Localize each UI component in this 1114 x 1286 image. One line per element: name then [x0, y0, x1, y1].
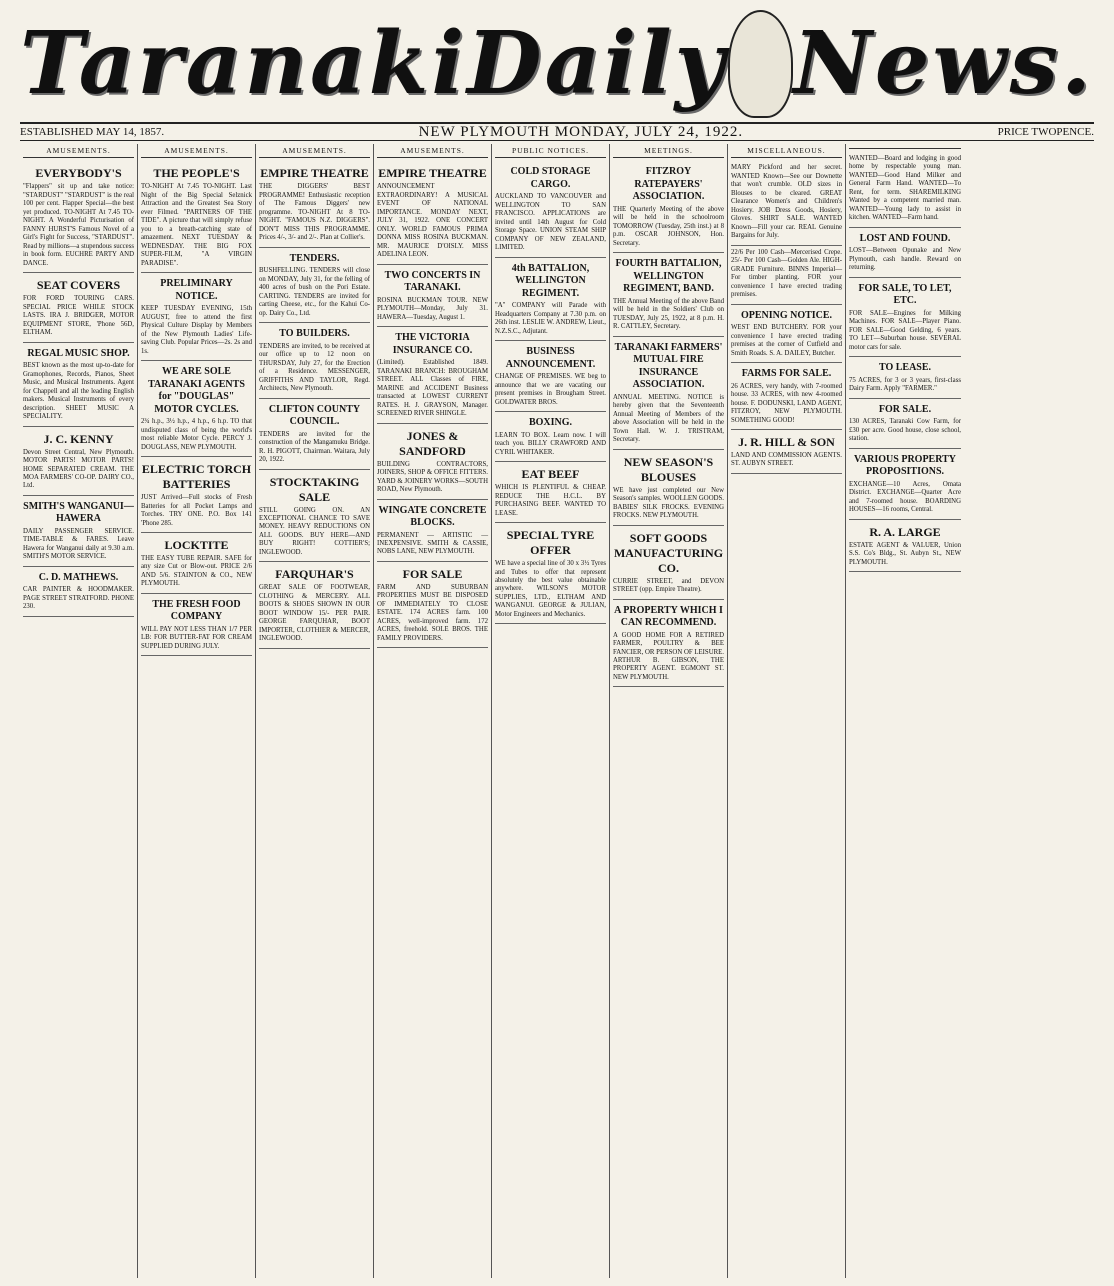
ad-headline: EMPIRE THEATRE — [260, 166, 369, 181]
ad-body-text: CURRIE STREET, and DEVON STREET (opp. Empire Theatre). — [613, 577, 724, 594]
ad-heading: A PROPERTY WHICH I CAN RECOMMEND. — [614, 604, 723, 629]
ad-headline: NEW SEASON'S BLOUSES — [623, 454, 714, 484]
advertisement — [495, 412, 606, 462]
column-header: AMUSEMENTS. — [259, 144, 370, 158]
advertisement — [495, 161, 606, 257]
advertisement — [849, 520, 961, 572]
advertisement — [259, 323, 370, 398]
ad-body-text: ANNOUNCEMENT EXTRAORDINARY! A MUSICAL EVENT OF NATIONAL IMPORTANCE. MONDAY NEXT, JULY 31, 1922. ONE CONCERT ONLY. WORLD FAMOUS PRIMA DONNA MISS ROSINA BUCKMAN. MR. MAURICE D'OISLY. MISS ADELINA LEON. — [377, 183, 488, 259]
column-header: AMUSEMENTS. — [377, 144, 488, 158]
ad-body-text: ESTATE AGENT & VALUER, Union S.S. Co's Bldg., St. Aubyn St., NEW PLYMOUTH. — [849, 541, 961, 566]
column-6 — [610, 144, 728, 1278]
advertisement — [23, 496, 134, 567]
advertisement — [23, 161, 134, 273]
ad-headline: SOFT GOODS MANUFACTURING CO. — [613, 530, 724, 575]
ad-heading: TO BUILDERS. — [279, 328, 350, 340]
advertisement — [377, 161, 488, 264]
ad-body-text: TO-NIGHT At 7.45 TO-NIGHT. Last Night of the Big Special Selznick Attraction and the Greatest Sea Story ever Filmed. "PARTNERS OF THE TIDE". A picture that will simply refuse you to a breath-catching state of amazement. NEXT TUESDAY & WEDNESDAY. THE BIG FOX SUPER-FILM, "A VIRGIN PARADISE". — [141, 183, 252, 267]
advertisement — [495, 341, 606, 412]
advertisement — [259, 562, 370, 648]
ad-heading: REGAL MUSIC SHOP. — [27, 347, 130, 359]
advertisement — [141, 361, 252, 457]
ad-headline: EAT BEEF — [521, 467, 580, 482]
ad-heading: VARIOUS PROPERTY PROPOSITIONS. — [854, 453, 956, 478]
ad-heading: FOR SALE, TO LET, ETC. — [858, 282, 952, 307]
advertisement — [613, 337, 724, 450]
ad-body-text: Devon Street Central, New Plymouth. MOTOR PARTS! MOTOR PARTS! HOME SEPARATED CREAM. THE MOA FARMERS' CO-OP. DAIRY CO., Ltd. — [23, 448, 134, 490]
advertisement — [613, 526, 724, 600]
ad-body-text: WE have a special line of 30 x 3½ Tyres and Tubes to offer that represent absolutely the best value obtainable anywhere. WILSON'S MOTOR SUPPLIES, LTD., ELTHAM AND WANGANUI. GEORGE & JULIAN, Motor Engineers and Mechanics. — [495, 560, 606, 618]
ad-headline: EVERYBODY'S — [35, 166, 122, 181]
advertisement — [849, 399, 961, 449]
advertisement — [377, 562, 488, 648]
ad-body-text: DAILY PASSENGER SERVICE. TIME-TABLE & FARES. Leave Hawera for Wanganui daily at 9.30 a.m. SMITH'S MOTOR SERVICE. — [23, 527, 134, 561]
ad-body-text: 75 ACRES, for 3 or 3 years, first-class Dairy Farm. Apply "FARMER." — [849, 376, 961, 393]
advertisement — [141, 533, 252, 594]
column-4 — [374, 144, 492, 1278]
advertisement — [731, 305, 842, 363]
ad-headline: J. C. KENNY — [43, 431, 114, 446]
established-text: ESTABLISHED MAY 14, 1857. — [20, 126, 165, 138]
ad-body-text: WHICH IS PLENTIFUL & CHEAP. REDUCE THE H.C.L. BY PURCHASING BEEF. WANTED TO LEASE. — [495, 484, 606, 517]
ad-heading: PRELIMINARY NOTICE. — [160, 278, 233, 302]
ad-body-text: THE EASY TUBE REPAIR. SAFE for any size Cut or Blow-out. PRICE 2/6 AND 5/6. STAINTON & CO., NEW PLYMOUTH. — [141, 555, 252, 588]
columns-area — [20, 144, 1094, 1278]
advertisement — [613, 450, 724, 526]
ad-body-text: 2¾ h.p., 3½ h.p., 4 h.p., 6 h.p. TO that undisputed class of being the world's most reliable Motor Cycle. PERCY J. DOUGLASS, NEW PLYMOUTH. — [141, 418, 252, 451]
ad-body-text: FOR SALE—Engines for Milking Machines. FOR SALE—Player Piano. FOR SALE—Good Gelding, 6 years. TO LET—Suburban house. SEVERAL motor cars for sale. — [849, 309, 961, 351]
ad-body-text: LAND AND COMMISSION AGENTS. ST. AUBYN STREET. — [731, 452, 842, 468]
advertisement — [377, 500, 488, 562]
advertisement — [23, 427, 134, 496]
ad-body-text: WANTED—Board and lodging in good home by respectable young man. WANTED—Good Hand Milker and General Farm Hand. WANTED—To Rent, for term. SHAREMILKING Wanted by a competent married man. WANTED—Young lady to assist in kitchen. WANTED—Farm hand. — [849, 155, 961, 222]
ad-headline: SEAT COVERS — [36, 278, 121, 293]
ad-body-text: EXCHANGE—10 Acres, Omata District. EXCHANGE—Quarter Acre and 7-roomed house. BOARDING HOUSES—16 rooms, Central. — [849, 480, 961, 514]
ad-headline: SPECIAL TYRE OFFER — [506, 528, 595, 558]
ad-body-text: TENDERS are invited for the construction of the Mangamuku Bridge. R. H. PIGOTT, Chairman. Waitara, July 20, 1922. — [259, 430, 370, 464]
advertisement — [141, 457, 252, 533]
ad-heading: TO LEASE. — [878, 362, 932, 374]
ad-heading: WINGATE CONCRETE BLOCKS. — [378, 504, 487, 529]
advertisement — [849, 449, 961, 520]
ad-headline: JONES & SANDFORD — [399, 428, 466, 458]
price-text: PRICE TWOPENCE. — [997, 126, 1094, 138]
column-header — [849, 144, 961, 149]
advertisement — [731, 161, 842, 245]
column-header: AMUSEMENTS. — [23, 144, 134, 158]
ad-heading: COLD STORAGE CARGO. — [510, 166, 591, 190]
ad-heading: FOR SALE. — [878, 403, 932, 415]
ad-body-text: THE Annual Meeting of the above Band will be held in the Soldiers' Club on TUESDAY, July 25, 1922, at 8 p.m. H. R. CATTLEY, Secretary. — [613, 297, 724, 331]
ad-body-text: 26 ACRES, very handy, with 7-roomed house. 33 ACRES, with new 4-roomed house. F. DODUNSKI, LAND AGENT, FITZROY, NEW PLYMOUTH. SOMETHING GOOD! — [731, 382, 842, 424]
ad-headline: ELECTRIC TORCH BATTERIES — [141, 462, 252, 492]
advertisement — [849, 228, 961, 278]
masthead-word-taranaki: Taranaki — [20, 13, 468, 114]
ad-headline: FOR SALE — [402, 566, 463, 581]
ad-body-text: FOR FORD TOURING CARS. SPECIAL PRICE WHILE STOCK LASTS. IRA J. BRIDGER, MOTOR EQUIPMENT STORE, 'Phone 56D, ELTHAM. — [23, 295, 134, 337]
ad-body-text: CAR PAINTER & HOODMAKER. PAGE STREET STRATFORD. PHONE 230. — [23, 586, 134, 611]
ad-body-text: GREAT SALE OF FOOTWEAR, CLOTHING & MERCERY. ALL BOOTS & SHOES SHOWN IN OUR BOOT WINDOW 15/- PER PAIR. GEORGE FARQUHAR, BOOT IMPORTER, CLOTHIER & MERCER, INGLEWOOD. — [259, 584, 370, 643]
column-2 — [138, 144, 256, 1278]
advertisement — [849, 152, 961, 228]
dateline — [20, 122, 1094, 141]
advertisement — [495, 523, 606, 624]
ad-body-text: AUCKLAND TO VANCOUVER and WELLINGTON TO SAN FRANCISCO. APPLICATIONS are invited until 14th August for Cold Storage Space. UNION STEAM SHIP COMPANY OF NEW ZEALAND, LIMITED. — [495, 193, 606, 252]
ad-body-text: 130 ACRES, Taranaki Cow Farm, for £30 per acre. Good house, close school, station. — [849, 418, 961, 443]
column-header: PUBLIC NOTICES. — [495, 144, 606, 158]
ad-body-text: CHANGE OF PREMISES. WE beg to announce that we are vacating our present premises in Brougham Street. GOLDWATER BROS. — [495, 373, 606, 406]
ad-body-text: THE DIGGERS' BEST PROGRAMME! Enthusiastic reception of The Famous Diggers' new programme. TO-NIGHT At 8 TO-NIGHT. "FAMOUS N.Z. DIGGERS". DON'T MISS THIS PROGRAMME. Prices 4/-, 3/- and 2/-. Plan at Collier's. — [259, 183, 370, 242]
column-7 — [728, 144, 846, 1278]
ad-body-text: A GOOD HOME FOR A RETIRED FARMER, POULTRY & BEE FANCIER, OR PERSON OF LEISURE. ARTHUR B. GIBSON, THE PROPERTY AGENT. EGMONT ST. NEW PLYMOUTH. — [613, 631, 724, 681]
column-5 — [492, 144, 610, 1278]
advertisement — [849, 278, 961, 357]
ad-body-text: WE have just completed our New Season's samples. WOOLLEN GOODS. BABIES' SILK FROCKS. EVENING FROCKS. NEW PLYMOUTH. — [613, 486, 724, 520]
ad-heading: WE ARE SOLE TARANAKI AGENTS for "DOUGLAS" MOTOR CYCLES. — [148, 366, 245, 415]
ad-heading: BOXING. — [528, 417, 573, 429]
advertisement — [731, 430, 842, 474]
ad-headline: THE PEOPLE'S — [153, 166, 240, 181]
advertisement — [377, 265, 488, 327]
ad-heading: THE VICTORIA INSURANCE CO. — [392, 332, 473, 356]
ad-body-text: STILL GOING ON. AN EXCEPTIONAL CHANCE TO SAVE MONEY. HEAVY REDUCTIONS ON ALL GOODS. BUY HERE—AND BUY RIGHT! COTTIER'S; INGLEWOOD. — [259, 506, 370, 556]
crest-icon — [728, 10, 794, 118]
advertisement — [23, 343, 134, 427]
advertisement — [377, 327, 488, 423]
column-3 — [256, 144, 374, 1278]
ad-body-text: BUILDING CONTRACTORS, JOINERS, SHOP & OFFICE FITTERS. YARD & JOINERY WORKS—SOUTH ROAD, New Plymouth. — [377, 460, 488, 494]
ad-body-text: BUSHFELLING. TENDERS will close on MONDAY, July 31, for the felling of 400 acres of bush on the Pori Estate. CARTING. TENDERS are invited for carting Cheese, etc., for the Kahui Co-op. Dairy Co., Ltd. — [259, 267, 370, 317]
advertisement — [613, 161, 724, 253]
advertisement — [495, 258, 606, 341]
masthead-word-news: News. — [793, 13, 1094, 114]
column-header: AMUSEMENTS. — [141, 144, 252, 158]
ad-heading: TENDERS. — [289, 252, 340, 264]
advertisement — [141, 273, 252, 361]
ad-body-text: KEEP TUESDAY EVENING, 15th AUGUST, free to attend the first Physical Culture Display by Members of the New Plymouth Ladies' Life-saving Club. Popular Prices—2s. 2s and 1s. — [141, 305, 252, 355]
ad-body-text: FARM AND SUBURBAN PROPERTIES MUST BE DISPOSED OF IMMEDIATELY TO CLOSE ESTATE. 174 ACRES farm. 100 ACRES, well-improved farm. 172 ACRES, freehold. SOLE BROS. THE FAMILY PROVIDERS. — [377, 583, 488, 642]
advertisement — [495, 462, 606, 523]
advertisement — [259, 161, 370, 247]
ad-headline: STOCKTAKING SALE — [269, 474, 360, 504]
advertisement — [259, 399, 370, 470]
ad-headline: LOCKTITE — [164, 538, 229, 552]
ad-heading: FARMS FOR SALE. — [741, 368, 832, 380]
ad-body-text: LOST—Between Opunake and New Plymouth, cash handle. Reward on returning. — [849, 247, 961, 272]
ad-body-text: THE Quarterly Meeting of the above will be held in the schoolroom TOMORROW (Tuesday, 25th inst.) at 8 p.m. OSCAR JOHNSON, Hon. Secretary. — [613, 205, 724, 247]
ad-body-text: TENDERS are invited, to be received at our office up to 12 noon on THURSDAY, July 27, for the Erection of a Residence. MESSENGER, GRIFFITHS AND TAYLOR, Regd. Architects, New Plymouth. — [259, 342, 370, 393]
ad-heading: SMITH'S WANGANUI—HAWERA — [23, 500, 134, 525]
ad-body-text: MARY Pickford and her secret. WANTED Known—See our Downette that won't crumble. OLD sizes in Blouses to be cleared. GREAT Clearance Women's and Children's Hosiery. JOB Dress Goods, Hosiery, Gloves. SHIRT SALE. WANTED Known—Fill your car. REAL Genuine Bargains for July. — [731, 164, 842, 240]
advertisement — [141, 594, 252, 656]
masthead — [20, 8, 1094, 120]
advertisement — [731, 363, 842, 430]
ad-heading: TARANAKI FARMERS' MUTUAL FIRE INSURANCE ASSOCIATION. — [614, 341, 723, 391]
column-1 — [20, 144, 138, 1278]
ad-heading: BUSINESS ANNOUNCEMENT. — [505, 346, 596, 370]
ad-body-text: ROSINA BUCKMAN TOUR. NEW PLYMOUTH—Monday, July 31. HAWERA—Tuesday, August 1. — [377, 296, 488, 321]
ad-body-text: ANNUAL MEETING. NOTICE is hereby given that the Seventeenth Annual Meeting of Members of the above Association will be held in the Town Hall. W. J. TRISTRAM, Secretary. — [613, 393, 724, 444]
ad-body-text: 22/6 Per 100 Cash—Mercerised Crepe. 25/- Per 100 Cash—Golden Ale. HIGH-GRADE Furniture. BINNS Imperial—For timber planting. FOR your convenience I have erected trading premises. — [731, 248, 842, 299]
masthead-word-daily: Daily — [467, 13, 728, 114]
ad-heading: OPENING NOTICE. — [740, 309, 833, 321]
ad-headline: FARQUHAR'S — [275, 567, 354, 582]
advertisement — [259, 248, 370, 323]
ad-body-text: JUST Arrived—Full stocks of Fresh Batteries for all Pocket Lamps and Torches. TRY ONE. P.O. Box 141 'Phone 285. — [141, 494, 252, 527]
ad-body-text: "Flappers" sit up and take notice: "STARDUST" "STARDUST" is the real 100 per cent. Flapper Special—the best yet produced. TO-NIGHT At 7.45 TO-NIGHT. A Wonderful Picturisation of FANNY HURST'S Famous Novel of a Girl's Fight for Success, "STARDUST". Read by millions—a stupendous success in book form. EUCHRE PARTY AND DANCE. — [23, 183, 134, 267]
advertisement — [259, 470, 370, 563]
ad-heading: FITZROY RATEPAYERS' ASSOCIATION. — [632, 166, 705, 203]
advertisement — [613, 253, 724, 336]
ad-body-text: LEARN TO BOX. Learn now. I will teach you. BILLY CRAWFORD AND CYRIL WHITAKER. — [495, 431, 606, 456]
ad-body-text: "A" COMPANY will Parade with Headquarters Company at 7.30 p.m. on 26th inst. LESLIE W. ANDREW, Lieut., N.Z.S.C., Adjutant. — [495, 302, 606, 335]
advertisement — [731, 246, 842, 305]
advertisement — [23, 273, 134, 342]
advertisement — [23, 567, 134, 617]
ad-heading: THE FRESH FOOD COMPANY — [152, 598, 241, 623]
column-header: MISCELLANEOUS. — [731, 144, 842, 158]
ad-headline: J. R. HILL & SON — [738, 435, 835, 449]
ad-heading: LOST AND FOUND. — [859, 232, 951, 244]
column-header: MEETINGS. — [613, 144, 724, 158]
ad-body-text: WILL PAY NOT LESS THAN 1/7 PER LB: FOR BUTTER-FAT FOR CREAM SUPPLIED DURING JULY. — [141, 625, 252, 650]
ad-body-text: (Limited). Established 1849. TARANAKI BRANCH: BROUGHAM STREET. ALL Classes of FIRE, MARINE and ACCIDENT Business transacted at LOWEST CURRENT RATES. H. J. GRAYSON, Manager. SCREENED RIVER SHINGLE. — [377, 359, 488, 418]
place-date: NEW PLYMOUTH MONDAY, JULY 24, 1922. — [418, 123, 744, 140]
advertisement — [141, 161, 252, 273]
advertisement — [377, 424, 488, 500]
ad-heading: CLIFTON COUNTY COUNCIL. — [268, 403, 361, 428]
advertisement — [849, 357, 961, 398]
ad-body-text: PERMANENT — ARTISTIC — INEXPENSIVE. SMITH & CASSIE, NOBS LANE, NEW PLYMOUTH. — [377, 531, 488, 556]
ad-heading: C. D. MATHEWS. — [38, 571, 119, 583]
ad-body-text: BEST known as the most up-to-date for Gramophones, Records, Pianos, Sheet Music, and Musical Instruments. Agent for Chappell and all the leading English makers. Musical Instruments of every description. SHEET MUSIC A SPECIALITY. — [23, 362, 134, 421]
ad-heading: 4th BATTALION, WELLINGTON REGIMENT. — [511, 262, 590, 299]
advertisement — [613, 600, 724, 688]
ad-headline: R. A. LARGE — [869, 524, 941, 539]
ad-body-text: WEST END BUTCHERY. FOR your convenience I have erected trading premises at the corner of Cutfield and Smith Roads. S. A. DAILEY, Butcher. — [731, 324, 842, 357]
ad-headline: EMPIRE THEATRE — [378, 166, 487, 181]
ad-heading: FOURTH BATTALION, WELLINGTON REGIMENT, BAND. — [615, 258, 722, 295]
column-8 — [846, 144, 964, 1278]
ad-heading: TWO CONCERTS IN TARANAKI. — [384, 269, 481, 294]
